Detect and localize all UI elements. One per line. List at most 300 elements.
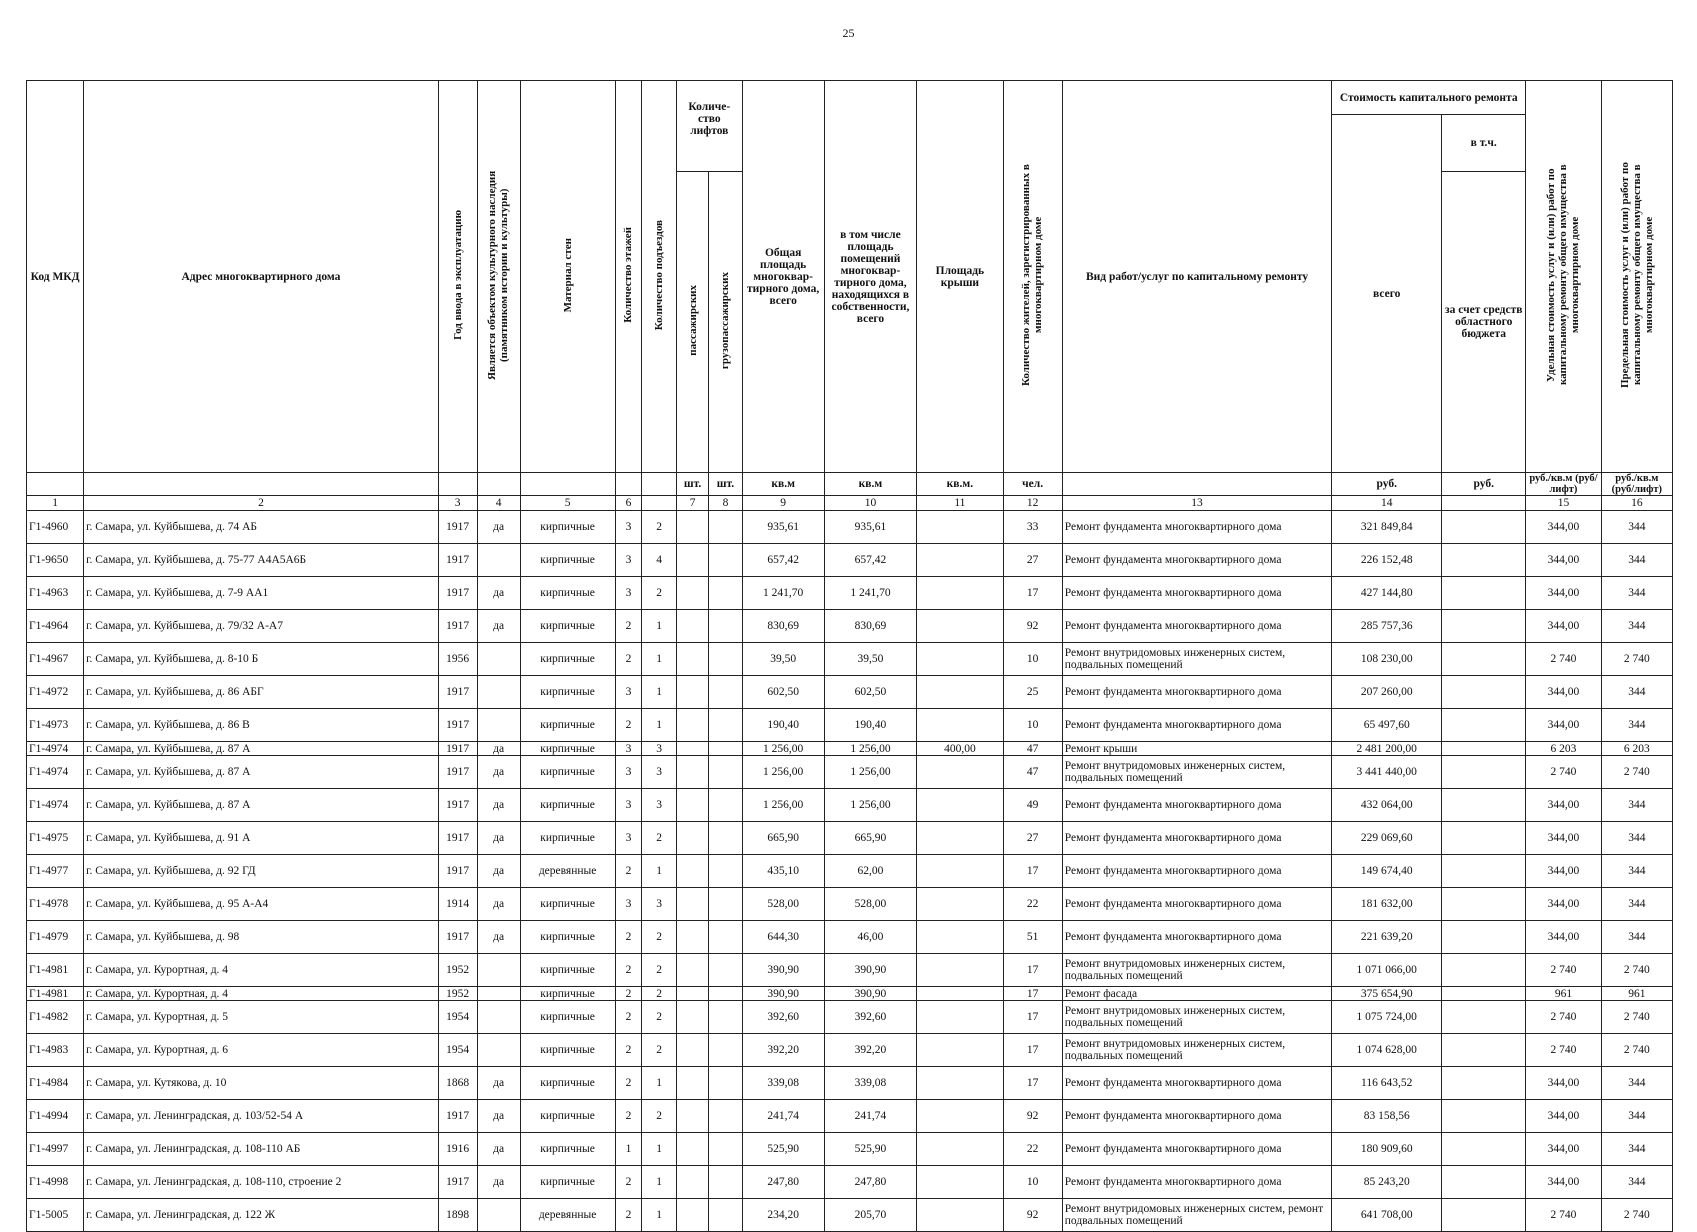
cell-entrances: 2 (642, 1001, 676, 1034)
capital-repair-table (26, 80, 1673, 1232)
cell-limit-cost: 2 740 (1601, 954, 1672, 987)
cell-lifts-passenger (676, 643, 708, 676)
cell-unit-cost: 6 203 (1526, 742, 1601, 756)
cell-floors: 2 (615, 1001, 642, 1034)
cell-cost-total: 285 757,36 (1332, 610, 1442, 643)
cell-cost-regional (1442, 1034, 1526, 1067)
cell-work-type: Ремонт фундамента многоквартирного дома (1062, 921, 1331, 954)
cell-work-type: Ремонт внутридомовых инженерных систем, подвальных помещений (1062, 756, 1331, 789)
cell-entrances: 4 (642, 544, 676, 577)
cell-lifts-passenger (676, 822, 708, 855)
cell-lifts-cargo (709, 676, 742, 709)
cell-cost-regional (1442, 544, 1526, 577)
cell-area-owned: 1 241,70 (824, 577, 917, 610)
cell-area-total: 1 256,00 (742, 742, 824, 756)
cell-address: г. Самара, ул. Куйбышева, д. 87 А (84, 742, 439, 756)
cell-limit-cost: 2 740 (1601, 1001, 1672, 1034)
cell-floors: 2 (615, 610, 642, 643)
cell-floors: 3 (615, 822, 642, 855)
cell-lifts-passenger (676, 1100, 708, 1133)
cell-address: г. Самара, ул. Куйбышева, д. 8-10 Б (84, 643, 439, 676)
cell-unit-cost: 344,00 (1526, 822, 1601, 855)
table-row (27, 1067, 1673, 1100)
cell-area-total: 339,08 (742, 1067, 824, 1100)
cell-lifts-cargo (709, 888, 742, 921)
cell-heritage (477, 676, 520, 709)
cell-year: 1917 (438, 610, 477, 643)
header-cost-total: всего (1332, 115, 1442, 473)
cell-heritage (477, 987, 520, 1001)
cell-cost-total: 3 441 440,00 (1332, 756, 1442, 789)
cell-entrances: 2 (642, 954, 676, 987)
cell-code: Г1-9650 (27, 544, 84, 577)
table-row (27, 1034, 1673, 1067)
cell-cost-total: 321 849,84 (1332, 511, 1442, 544)
cell-cost-total: 181 632,00 (1332, 888, 1442, 921)
cell-floors: 2 (615, 921, 642, 954)
cell-address: г. Самара, ул. Курортная, д. 4 (84, 987, 439, 1001)
cell-heritage: да (477, 1100, 520, 1133)
cell-floors: 2 (615, 1166, 642, 1199)
cell-lifts-passenger (676, 888, 708, 921)
cell-unit-cost: 344,00 (1526, 855, 1601, 888)
cell-address: г. Самара, ул. Куйбышева, д. 87 А (84, 756, 439, 789)
cell-residents: 25 (1003, 676, 1062, 709)
cell-entrances: 2 (642, 1100, 676, 1133)
cell-work-type: Ремонт фундамента многоквартирного дома (1062, 610, 1331, 643)
cell-entrances: 1 (642, 1166, 676, 1199)
cell-code: Г1-4972 (27, 676, 84, 709)
cell-cost-regional (1442, 921, 1526, 954)
cell-floors: 2 (615, 709, 642, 742)
cell-heritage: да (477, 742, 520, 756)
cell-code: Г1-4975 (27, 822, 84, 855)
cell-area-total: 190,40 (742, 709, 824, 742)
cell-area-total: 528,00 (742, 888, 824, 921)
cell-floors: 3 (615, 511, 642, 544)
cell-year: 1898 (438, 1199, 477, 1232)
cell-lifts-passenger (676, 742, 708, 756)
cell-limit-cost: 344 (1601, 676, 1672, 709)
cell-heritage: да (477, 1133, 520, 1166)
column-number: 7 (676, 496, 708, 511)
header-cost-regional: за счет средств областного бюджета (1442, 172, 1526, 473)
cell-cost-total: 427 144,80 (1332, 577, 1442, 610)
cell-roof-area (917, 1001, 1003, 1034)
cell-lifts-cargo (709, 1067, 742, 1100)
cell-work-type: Ремонт фундамента многоквартирного дома (1062, 822, 1331, 855)
cell-year: 1914 (438, 888, 477, 921)
header-wall-material: Материал стен (520, 81, 615, 473)
cell-wall-material: кирпичные (520, 610, 615, 643)
cell-address: г. Самара, ул. Куйбышева, д. 98 (84, 921, 439, 954)
cell-wall-material: кирпичные (520, 756, 615, 789)
cell-address: г. Самара, ул. Куйбышева, д. 87 А (84, 789, 439, 822)
cell-entrances: 2 (642, 987, 676, 1001)
column-number: 14 (1332, 496, 1442, 511)
cell-unit-cost: 2 740 (1526, 954, 1601, 987)
cell-unit-cost: 344,00 (1526, 1100, 1601, 1133)
cell-entrances: 1 (642, 1133, 676, 1166)
header-code: Код МКД (27, 81, 84, 473)
cell-cost-regional (1442, 954, 1526, 987)
cell-work-type: Ремонт крыши (1062, 742, 1331, 756)
unit-cost-regional: руб. (1442, 473, 1526, 496)
header-cost-incl: в т.ч. (1442, 115, 1526, 172)
cell-area-owned: 190,40 (824, 709, 917, 742)
cell-area-owned: 1 256,00 (824, 789, 917, 822)
cell-code: Г1-4981 (27, 954, 84, 987)
cell-cost-regional (1442, 709, 1526, 742)
cell-residents: 92 (1003, 1100, 1062, 1133)
table-row (27, 643, 1673, 676)
cell-limit-cost: 344 (1601, 1067, 1672, 1100)
cell-work-type: Ремонт внутридомовых инженерных систем, подвальных помещений (1062, 1034, 1331, 1067)
cell-entrances: 1 (642, 676, 676, 709)
cell-floors: 3 (615, 676, 642, 709)
cell-year: 1917 (438, 756, 477, 789)
cell-cost-regional (1442, 1100, 1526, 1133)
cell-residents: 17 (1003, 1001, 1062, 1034)
header-area-owned: в том числе площадь помещений многоквар-тирного дома, находящихся в собственности, всего (824, 81, 917, 473)
header-area-total: Общая площадь многоквар-тирного дома, всего (742, 81, 824, 473)
cell-unit-cost: 344,00 (1526, 577, 1601, 610)
cell-lifts-passenger (676, 1001, 708, 1034)
column-number: 4 (477, 496, 520, 511)
cell-unit-cost: 2 740 (1526, 1034, 1601, 1067)
cell-floors: 3 (615, 742, 642, 756)
cell-lifts-passenger (676, 954, 708, 987)
cell-area-total: 1 256,00 (742, 789, 824, 822)
cell-lifts-cargo (709, 1100, 742, 1133)
cell-cost-regional (1442, 855, 1526, 888)
cell-wall-material: кирпичные (520, 789, 615, 822)
cell-area-owned: 1 256,00 (824, 742, 917, 756)
cell-year: 1917 (438, 1100, 477, 1133)
cell-cost-regional (1442, 756, 1526, 789)
table-row (27, 1199, 1673, 1232)
table-row (27, 676, 1673, 709)
cell-wall-material: кирпичные (520, 1166, 615, 1199)
header-cost-group: Стоимость капитального ремонта (1332, 81, 1526, 115)
cell-wall-material: кирпичные (520, 1067, 615, 1100)
cell-entrances: 2 (642, 1034, 676, 1067)
cell-residents: 17 (1003, 855, 1062, 888)
table-row (27, 888, 1673, 921)
cell-address: г. Самара, ул. Ленинградская, д. 122 Ж (84, 1199, 439, 1232)
cell-floors: 2 (615, 1199, 642, 1232)
cell-entrances: 3 (642, 756, 676, 789)
cell-area-owned: 665,90 (824, 822, 917, 855)
cell-residents: 92 (1003, 610, 1062, 643)
cell-roof-area (917, 1166, 1003, 1199)
cell-work-type: Ремонт фундамента многоквартирного дома (1062, 577, 1331, 610)
cell-wall-material: кирпичные (520, 676, 615, 709)
cell-area-owned: 390,90 (824, 954, 917, 987)
table-row (27, 987, 1673, 1001)
cell-area-total: 392,60 (742, 1001, 824, 1034)
cell-lifts-passenger (676, 1067, 708, 1100)
cell-limit-cost: 344 (1601, 1100, 1672, 1133)
cell-limit-cost: 961 (1601, 987, 1672, 1001)
cell-code: Г1-4964 (27, 610, 84, 643)
cell-address: г. Самара, ул. Кутякова, д. 10 (84, 1067, 439, 1100)
cell-entrances: 2 (642, 921, 676, 954)
cell-address: г. Самара, ул. Куйбышева, д. 91 А (84, 822, 439, 855)
header-heritage: Является объектом культурного наследия (памятником истории и культуры) (477, 81, 520, 473)
cell-entrances: 3 (642, 789, 676, 822)
cell-heritage (477, 643, 520, 676)
cell-cost-regional (1442, 1133, 1526, 1166)
cell-cost-regional (1442, 511, 1526, 544)
cell-entrances: 1 (642, 1199, 676, 1232)
cell-code: Г1-4974 (27, 756, 84, 789)
cell-cost-total: 1 075 724,00 (1332, 1001, 1442, 1034)
cell-code: Г1-5005 (27, 1199, 84, 1232)
cell-area-owned: 1 256,00 (824, 756, 917, 789)
cell-cost-total: 229 069,60 (1332, 822, 1442, 855)
cell-floors: 3 (615, 577, 642, 610)
header-roof-area: Площадь крыши (917, 81, 1003, 473)
cell-unit-cost: 344,00 (1526, 511, 1601, 544)
cell-lifts-cargo (709, 1133, 742, 1166)
cell-year: 1917 (438, 921, 477, 954)
header-lifts-cargo: грузопассажирских (709, 172, 742, 473)
cell-heritage (477, 1199, 520, 1232)
header-work-type: Вид работ/услуг по капитальному ремонту (1062, 81, 1331, 473)
cell-cost-regional (1442, 1199, 1526, 1232)
cell-lifts-passenger (676, 577, 708, 610)
cell-work-type: Ремонт внутридомовых инженерных систем, ремонт подвальных помещений (1062, 1199, 1331, 1232)
cell-area-owned: 657,42 (824, 544, 917, 577)
cell-lifts-passenger (676, 511, 708, 544)
cell-entrances: 1 (642, 855, 676, 888)
cell-area-total: 234,20 (742, 1199, 824, 1232)
column-number: 9 (742, 496, 824, 511)
cell-wall-material: кирпичные (520, 954, 615, 987)
cell-address: г. Самара, ул. Куйбышева, д. 92 ГД (84, 855, 439, 888)
cell-lifts-cargo (709, 1034, 742, 1067)
cell-code: Г1-4963 (27, 577, 84, 610)
cell-lifts-passenger (676, 610, 708, 643)
cell-heritage (477, 954, 520, 987)
table-header (27, 81, 1673, 511)
cell-lifts-passenger (676, 544, 708, 577)
cell-cost-regional (1442, 676, 1526, 709)
cell-cost-total: 207 260,00 (1332, 676, 1442, 709)
cell-address: г. Самара, ул. Куйбышева, д. 7-9 АА1 (84, 577, 439, 610)
cell-address: г. Самара, ул. Курортная, д. 6 (84, 1034, 439, 1067)
cell-work-type: Ремонт фундамента многоквартирного дома (1062, 789, 1331, 822)
cell-residents: 17 (1003, 1034, 1062, 1067)
cell-cost-regional (1442, 822, 1526, 855)
table-row (27, 855, 1673, 888)
cell-heritage: да (477, 888, 520, 921)
cell-heritage: да (477, 789, 520, 822)
cell-work-type: Ремонт внутридомовых инженерных систем, подвальных помещений (1062, 643, 1331, 676)
cell-cost-regional (1442, 987, 1526, 1001)
cell-heritage: да (477, 1067, 520, 1100)
cell-roof-area (917, 789, 1003, 822)
cell-roof-area (917, 511, 1003, 544)
cell-residents: 33 (1003, 511, 1062, 544)
cell-heritage: да (477, 822, 520, 855)
cell-roof-area (917, 544, 1003, 577)
cell-roof-area (917, 1034, 1003, 1067)
cell-limit-cost: 344 (1601, 610, 1672, 643)
cell-area-total: 935,61 (742, 511, 824, 544)
cell-heritage (477, 1001, 520, 1034)
cell-unit-cost: 344,00 (1526, 888, 1601, 921)
cell-code: Г1-4979 (27, 921, 84, 954)
cell-heritage: да (477, 921, 520, 954)
header-entrances: Количество подъездов (642, 81, 676, 473)
cell-floors: 3 (615, 789, 642, 822)
cell-roof-area (917, 921, 1003, 954)
cell-unit-cost: 344,00 (1526, 921, 1601, 954)
cell-heritage: да (477, 1166, 520, 1199)
cell-roof-area (917, 1100, 1003, 1133)
cell-year: 1917 (438, 1166, 477, 1199)
cell-wall-material: кирпичные (520, 921, 615, 954)
cell-work-type: Ремонт фундамента многоквартирного дома (1062, 1133, 1331, 1166)
cell-area-total: 657,42 (742, 544, 824, 577)
cell-work-type: Ремонт фундамента многоквартирного дома (1062, 1166, 1331, 1199)
cell-area-total: 1 256,00 (742, 756, 824, 789)
cell-wall-material: кирпичные (520, 577, 615, 610)
cell-year: 1917 (438, 742, 477, 756)
cell-year: 1954 (438, 1034, 477, 1067)
unit-cost-total: руб. (1332, 473, 1442, 496)
header-limit-cost: Предельная стоимость услуг и (или) работ по капитальному ремонту общего имущества в многоквартирном доме (1601, 81, 1672, 473)
cell-year: 1917 (438, 544, 477, 577)
header-lifts: Количе-ство лифтов (676, 81, 742, 172)
cell-lifts-cargo (709, 1001, 742, 1034)
cell-roof-area: 400,00 (917, 742, 1003, 756)
cell-lifts-cargo (709, 544, 742, 577)
cell-heritage (477, 709, 520, 742)
cell-lifts-cargo (709, 610, 742, 643)
cell-entrances: 1 (642, 610, 676, 643)
column-number: 10 (824, 496, 917, 511)
cell-code: Г1-4981 (27, 987, 84, 1001)
cell-year: 1868 (438, 1067, 477, 1100)
cell-area-total: 665,90 (742, 822, 824, 855)
cell-area-owned: 247,80 (824, 1166, 917, 1199)
cell-residents: 27 (1003, 822, 1062, 855)
cell-wall-material: кирпичные (520, 1100, 615, 1133)
table-row (27, 511, 1673, 544)
cell-work-type: Ремонт фундамента многоквартирного дома (1062, 709, 1331, 742)
cell-lifts-cargo (709, 756, 742, 789)
cell-lifts-passenger (676, 1199, 708, 1232)
cell-work-type: Ремонт фундамента многоквартирного дома (1062, 855, 1331, 888)
column-number: 13 (1062, 496, 1331, 511)
cell-unit-cost: 344,00 (1526, 676, 1601, 709)
cell-floors: 2 (615, 1067, 642, 1100)
column-number: 6 (615, 496, 642, 511)
cell-cost-total: 221 639,20 (1332, 921, 1442, 954)
cell-code: Г1-4960 (27, 511, 84, 544)
table-row (27, 577, 1673, 610)
column-number: 16 (1601, 496, 1672, 511)
cell-cost-regional (1442, 577, 1526, 610)
cell-area-total: 390,90 (742, 954, 824, 987)
cell-area-owned: 935,61 (824, 511, 917, 544)
cell-unit-cost: 344,00 (1526, 1166, 1601, 1199)
cell-area-total: 830,69 (742, 610, 824, 643)
cell-code: Г1-4974 (27, 742, 84, 756)
header-residents: Количество жителей, зарегистрированных в многоквартирном доме (1003, 81, 1062, 473)
cell-wall-material: кирпичные (520, 888, 615, 921)
cell-wall-material: кирпичные (520, 742, 615, 756)
cell-work-type: Ремонт фундамента многоквартирного дома (1062, 888, 1331, 921)
cell-area-owned: 830,69 (824, 610, 917, 643)
cell-lifts-cargo (709, 921, 742, 954)
cell-lifts-cargo (709, 1199, 742, 1232)
cell-unit-cost: 344,00 (1526, 1133, 1601, 1166)
cell-floors: 2 (615, 1034, 642, 1067)
cell-limit-cost: 2 740 (1601, 643, 1672, 676)
cell-cost-regional (1442, 1067, 1526, 1100)
cell-limit-cost: 6 203 (1601, 742, 1672, 756)
cell-address: г. Самара, ул. Куйбышева, д. 86 АБГ (84, 676, 439, 709)
table-row (27, 1133, 1673, 1166)
cell-lifts-cargo (709, 742, 742, 756)
cell-heritage: да (477, 511, 520, 544)
cell-roof-area (917, 888, 1003, 921)
cell-residents: 17 (1003, 954, 1062, 987)
cell-lifts-passenger (676, 1166, 708, 1199)
column-number: 8 (709, 496, 742, 511)
cell-unit-cost: 344,00 (1526, 544, 1601, 577)
unit-roof-area: кв.м. (917, 473, 1003, 496)
cell-unit-cost: 2 740 (1526, 756, 1601, 789)
cell-residents: 10 (1003, 709, 1062, 742)
cell-area-owned: 525,90 (824, 1133, 917, 1166)
cell-address: г. Самара, ул. Ленинградская, д. 108-110, строение 2 (84, 1166, 439, 1199)
cell-limit-cost: 344 (1601, 709, 1672, 742)
cell-area-total: 525,90 (742, 1133, 824, 1166)
column-number: 3 (438, 496, 477, 511)
cell-address: г. Самара, ул. Курортная, д. 5 (84, 1001, 439, 1034)
table-row (27, 954, 1673, 987)
cell-heritage: да (477, 610, 520, 643)
cell-wall-material: кирпичные (520, 544, 615, 577)
cell-wall-material: кирпичные (520, 987, 615, 1001)
cell-cost-total: 180 909,60 (1332, 1133, 1442, 1166)
cell-unit-cost: 344,00 (1526, 709, 1601, 742)
cell-entrances: 1 (642, 709, 676, 742)
column-number (1442, 496, 1526, 511)
column-number: 2 (84, 496, 439, 511)
cell-limit-cost: 344 (1601, 921, 1672, 954)
cell-cost-total: 85 243,20 (1332, 1166, 1442, 1199)
cell-year: 1956 (438, 643, 477, 676)
cell-roof-area (917, 822, 1003, 855)
cell-lifts-passenger (676, 921, 708, 954)
cell-roof-area (917, 610, 1003, 643)
cell-code: Г1-4994 (27, 1100, 84, 1133)
unit-area-total: кв.м (742, 473, 824, 496)
cell-lifts-cargo (709, 789, 742, 822)
cell-limit-cost: 344 (1601, 1166, 1672, 1199)
cell-entrances: 1 (642, 643, 676, 676)
header-floors: Количество этажей (615, 81, 642, 473)
cell-roof-area (917, 676, 1003, 709)
cell-year: 1917 (438, 676, 477, 709)
cell-residents: 27 (1003, 544, 1062, 577)
